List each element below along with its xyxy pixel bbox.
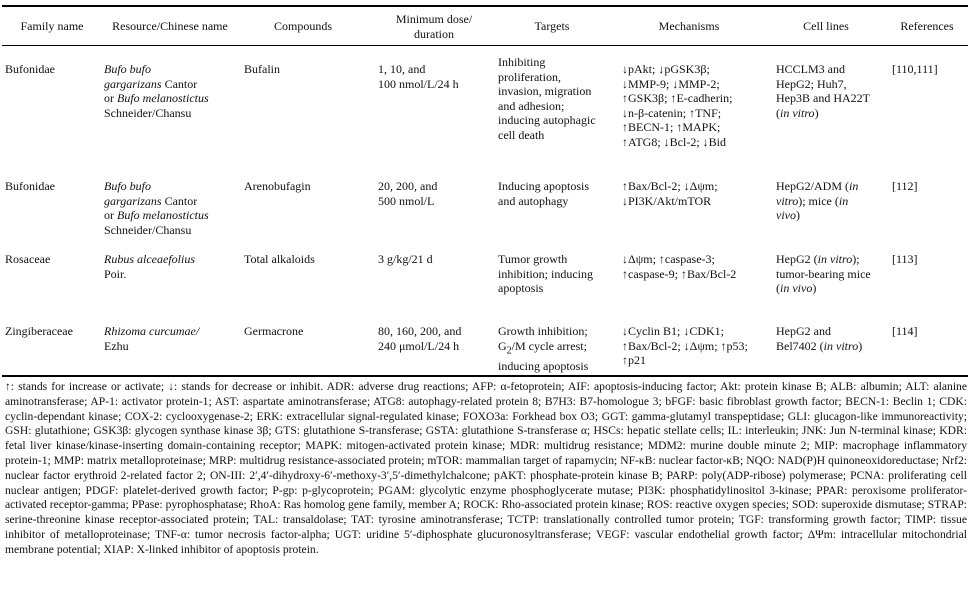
row2-cells-plain: ) [796,208,800,223]
header-compounds: Compounds [273,19,332,33]
header-targets: Targets [534,19,570,33]
row4-targets-sub: 2 [506,344,512,356]
row4-targets [498,324,614,373]
resource-italic: Bufo melanostictus [117,208,209,223]
row1-cells-italic: in vitro [780,105,815,120]
row1-mech-line: ↑GSK3β; ↑E-cadherin; [622,91,733,106]
resource-italic: Bufo bufo [104,179,151,193]
row4-cells-italic: in vitro [823,338,859,353]
resource-plain: Cantor [161,76,198,91]
row2-cells-italic: vitro [776,193,799,208]
header-rule [2,45,968,46]
row1-dose [378,62,490,91]
row1-dose-line: 100 nmol/L/24 h [378,76,459,91]
row4-cells-plain: Bel7402 ( [776,338,824,353]
row3-targets-line: apoptosis [498,281,544,296]
row3-targets [498,252,614,296]
row1-cells-paren: ( [776,105,780,120]
row4-cell-lines [776,324,886,353]
row3-cells-italic: in vivo [780,281,813,296]
row2-mech-line: ↓PI3K/Akt/mTOR [622,193,712,208]
resource-plain: Cantor [161,193,198,208]
row3-references: [113] [892,252,918,266]
row3-cells-plain: ( [776,281,780,296]
row4-compound: Germacrone [244,324,304,338]
row2-family: Bufonidae [5,179,55,193]
row4-mech-line: ↑Bax/Bcl-2; ↓Δψm; ↑p53; [622,338,748,353]
row1-cells-paren: ) [814,105,819,120]
row3-resource-plain: Poir. [104,266,127,281]
row1-targets [498,55,614,143]
row1-targets-line: proliferation, [498,69,561,84]
row3-resource-italic: Rubus alceaefolius [104,252,195,266]
row1-targets-line: invasion, migration [498,84,592,99]
row4-targets-line: /M cycle arrest; [511,338,587,353]
row2-dose-line: 500 nmol/L [378,193,435,208]
resource-italic: gargarizans [104,193,162,208]
row4-dose-line: 80, 160, 200, and [378,324,462,338]
row2-targets [498,179,614,208]
row3-cells-plain: HepG2 ( [776,252,818,266]
header-mechanisms: Mechanisms [658,19,720,33]
resource-italic: Bufo melanostictus [117,91,209,106]
row3-targets-line: Tumor growth [498,252,568,266]
row4-resource [104,324,236,353]
row4-cells-plain: ) [858,338,863,353]
row2-cells-plain: HepG2/ADM ( [776,179,849,193]
row1-references: [110,111] [892,62,938,76]
resource-plain: Schneider/Chansu [104,222,192,237]
row1-targets-line: cell death [498,127,545,142]
row1-mech-line: ↑ATG8; ↓Bcl-2; ↓Bid [622,134,726,149]
row4-cells-plain: HepG2 and [776,324,831,338]
abbreviations-footnote: ↑: stands for increase or activate; ↓: stands for decrease or inhibit. ADR: adverse drug reactions; AFP: α-fetoprotein; AIF: apoptosis-inducing factor; Akt: protein kinase B; ALB: albumin; ALT: alanine aminotransferase; AP-1: activator protein-1; AST: aspartate aminotransferase; ATG8: autophagy-related protein 8; B7H3: B7-homologue 3; bFGF: basic fibroblast growth factor; BECN-1: Beclin 1; CDK: cyclin-dependant kinase; COX-2: cyclooxygenase-2; ERK: extracellular signal-regulated kinase; FOXO3a: Forkhead box O3; GGT: gamma-glutamyl transpeptidase; GLI: glucagon-like immunoreactivity; GSH: glutathione; GSK3β: glycogen synthase kinase 3β; GTS: glutathione S-transferase; GSTA: glutathione S-transferase α; HSCs: hepatic stellate cells; IL: interleukin; JNK: Jun N-terminal kinase; KDR: fetal liver kinase/kinase-inserting domain-containing receptor; MAPK: mitogen-activated protein kinase; MDR: multidrug resistance; MDM2: murine double minute 2; MIP: macrophage inflammatory protein-1; MMP: matrix metalloproteinase; MRP: multidrug resistance-associated protein; mTOR: mammalian target of rapamycin; NF-κB: nuclear factor-κB; NQO: NAD(P)H quinoneoxidoreductase; Nrf2: nuclear factor erythroid 2-related factor 2; ON-III: 2′,4′-dihydroxy-6′-methoxy-3′,5′-dimethylchalcone; pAKT: phosphate-protein kinase B; PARP: poly(ADP-ribose) polymerase; PCNA: proliferating cell nuclear antigen; PDGF: platelet-derived growth factor; P-gp: p-glycoprotein; PGAM: glycolytic enzyme phosphoglycerate mutase; PI3K: phosphatidylinositol 3-kinase; PPAR: peroxisome proliferator-activated receptor-gamma; PPase: pyrophosphatase; RhoA: Ras homolog gene family, member A; ROCK: Rho-associated protein kinase; ROS: reactive oxygen species; SOD: superoxide dismutase; STRAP: serine-threonine kinase receptor-associated protein; TAL: transaldolase; TAT: tyrosine aminotransferase; TCTP: translationally controlled tumor protein; TGF: transforming growth factor; TIMP: tissue inhibitor of metalloproteinase; TNF-α: tumor necrosis factor-alpha; UGT: uridine 5′-diphosphate glucuronosyltransferase; VEGF: vascular endothelial growth factor; ΔΨm: intracellular mitochondrial membrane potential; XIAP: X-linked inhibitor of apoptosis protein. [5,380,967,556]
header-dose-line-2: duration [414,26,454,41]
resource-plain: or [104,91,117,106]
row4-targets-g: G [498,338,507,353]
row3-cells-plain: ); [852,252,860,266]
row2-references: [112] [892,179,918,193]
row1-cells-line: HCCLM3 and [776,62,845,76]
row1-family: Bufonidae [5,62,55,76]
row2-targets-line: Inducing apoptosis [498,179,589,193]
row2-resource [104,179,236,237]
row1-dose-line: 1, 10, and [378,62,426,76]
row3-cell-lines [776,252,886,296]
row1-mech-line: ↓MMP-9; ↓MMP-2; [622,76,720,91]
row4-resource-plain: Ezhu [104,338,129,353]
row3-mech-line: ↓Δψm; ↑caspase-3; [622,252,715,266]
resource-plain: or [104,208,117,223]
row1-mech-line: ↓pAkt; ↓pGSK3β; [622,62,710,76]
row2-mech-line: ↑Bax/Bcl-2; ↓Δψm; [622,179,718,193]
row2-dose [378,179,490,208]
header-references: References [900,19,954,33]
row1-cells-line: Hep3B and HA22T [776,91,870,106]
bottom-rule [2,375,968,377]
row1-targets-line: and adhesion; [498,98,565,113]
row2-targets-line: and autophagy [498,193,569,208]
row3-mech-line: ↑caspase-9; ↑Bax/Bcl-2 [622,266,737,281]
row3-resource [104,252,236,281]
header-dose-line-1: Minimum dose/ [395,12,473,26]
row1-compound: Bufalin [244,62,280,76]
row4-mech-line: ↓Cyclin B1; ↓CDK1; [622,324,725,338]
row4-targets-line: inducing apoptosis [498,358,589,373]
row1-cell-lines [776,62,886,120]
resource-italic: gargarizans [104,76,162,91]
row4-references: [114] [892,324,918,338]
row1-mech-line: ↑BECN-1; ↑MAPK; [622,120,721,135]
row1-mechanisms [622,62,772,150]
row1-targets-line: inducing autophagic [498,113,596,128]
row2-cells-plain: ); mice ( [798,193,839,208]
row2-mechanisms [622,179,772,208]
row1-mech-line: ↓n-β-catenin; ↑TNF; [622,105,722,120]
top-rule [2,5,968,7]
row2-cells-italic: in [849,179,859,193]
row3-cells-plain: ) [812,281,817,296]
row2-cells-italic: vivo [776,208,796,223]
row4-dose-line: 240 μmol/L/24 h [378,338,460,353]
row3-family: Rosaceae [5,252,51,266]
row4-mech-line: ↑p21 [622,353,646,368]
row3-compound: Total alkaloids [244,252,315,266]
row1-targets-line: Inhibiting [498,55,546,69]
row4-dose [378,324,490,353]
resource-italic: Bufo bufo [104,62,151,76]
row4-resource-italic: Rhizoma curcumae/ [104,324,200,338]
row3-cells-italic: in vitro [817,252,853,266]
row1-resource [104,62,236,120]
row4-targets-line: Growth inhibition; [498,324,588,338]
header-family: Family name [20,19,84,33]
row2-compound: Arenobufagin [244,179,311,193]
row4-family: Zingiberaceae [5,324,73,338]
row3-mechanisms [622,252,772,281]
row2-cells-italic: in [838,193,849,208]
row3-dose: 3 g/kg/21 d [378,252,433,266]
header-resource: Resource/Chinese name [112,19,228,33]
header-cell-lines: Cell lines [803,19,849,33]
row4-mechanisms [622,324,772,368]
header-dose [378,12,490,41]
row2-dose-line: 20, 200, and [378,179,438,193]
row2-cell-lines [776,179,886,223]
row1-cells-line: HepG2; Huh7, [776,76,847,91]
resource-plain: Schneider/Chansu [104,105,192,120]
row3-cells-plain: tumor-bearing mice [776,266,871,281]
row3-targets-line: inhibition; inducing [498,266,593,281]
